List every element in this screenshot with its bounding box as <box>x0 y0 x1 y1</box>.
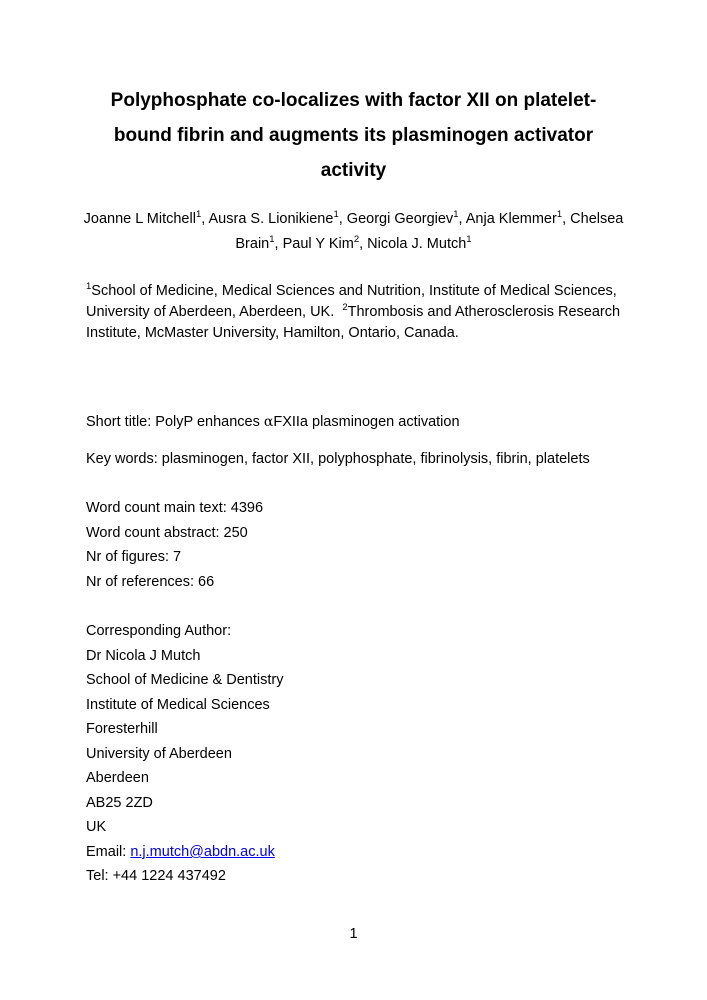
short-title <box>86 413 460 431</box>
author <box>283 236 368 252</box>
author <box>367 236 471 252</box>
author-name: Georgi Georgiev <box>346 211 454 227</box>
paper-title <box>95 83 612 188</box>
title-line-3: activity <box>320 160 387 181</box>
short-title-label: Short title: PolyP enhances <box>86 414 264 430</box>
author-name: Paul Y Kim <box>282 236 354 252</box>
address-line: Aberdeen <box>86 770 149 786</box>
address-line: Dr Nicola J Mutch <box>86 648 201 664</box>
author-affiliation-mark: 1 <box>556 209 563 221</box>
author <box>466 211 570 227</box>
title-line-2: bound fibrin and augments its plasminogen activator <box>113 125 594 146</box>
corresponding-heading: Corresponding Author: <box>86 623 232 639</box>
reference-count: Nr of references: 66 <box>86 574 215 590</box>
author-separator: , <box>274 236 283 252</box>
affiliation-text: School of Medicine, Medical Sciences and Nutrition, Institute of Medical Sciences, University of Aberdeen, Aberdeen, UK. <box>86 283 617 320</box>
author-separator: , <box>359 236 368 252</box>
key-words: Key words: plasminogen, factor XII, polyphosphate, fibrinolysis, fibrin, platelets <box>86 451 590 467</box>
author-separator: , <box>201 211 209 227</box>
author <box>84 211 209 227</box>
word-count-main: Word count main text: 4396 <box>86 500 264 516</box>
author-list <box>75 207 632 257</box>
email-label: Email: <box>86 844 131 860</box>
alpha-symbol: α <box>263 414 274 430</box>
affiliation-mark: 1 <box>86 281 92 293</box>
author-name: Ausra S. Lionikiene <box>208 211 334 227</box>
telephone-line: Tel: +44 1224 437492 <box>86 868 226 884</box>
author-affiliation-mark: 1 <box>333 209 339 221</box>
author-affiliation-mark: 2 <box>353 234 360 246</box>
author-name: Joanne L Mitchell <box>83 211 196 227</box>
address-line: AB25 2ZD <box>86 795 153 811</box>
affiliation-mark: 2 <box>342 302 348 314</box>
affiliations <box>86 281 626 344</box>
figure-count: Nr of figures: 7 <box>86 549 182 565</box>
word-count-abstract: Word count abstract: 250 <box>86 525 248 541</box>
author-separator: , <box>458 211 466 227</box>
address-line: Foresterhill <box>86 721 158 737</box>
author-name: Chelsea Brain <box>235 211 624 252</box>
author-affiliation-mark: 1 <box>466 234 472 246</box>
short-title-rest: FXIIa plasminogen activation <box>273 414 460 430</box>
author <box>347 211 466 227</box>
address-line: School of Medicine & Dentistry <box>86 672 284 688</box>
author <box>209 211 347 227</box>
author-affiliation-mark: 1 <box>453 209 459 221</box>
address-line: Institute of Medical Sciences <box>86 697 270 713</box>
author-affiliation-mark: 1 <box>195 209 202 221</box>
address-line: UK <box>86 819 107 835</box>
author-separator: , <box>338 211 347 227</box>
author-affiliation-mark: 1 <box>269 234 275 246</box>
author-name: Anja Klemmer <box>465 211 557 227</box>
author-separator: , <box>562 211 571 227</box>
address-line: University of Aberdeen <box>86 746 232 762</box>
title-line-1: Polyphosphate co-localizes with factor XII on platelet- <box>110 90 597 111</box>
email-link[interactable]: n.j.mutch@abdn.ac.uk <box>130 844 275 860</box>
email-line <box>86 843 275 861</box>
affiliation-text: Thrombosis and Atherosclerosis Research Institute, McMaster University, Hamilton, Ontario, Canada. <box>86 304 621 341</box>
page-number: 1 <box>349 926 358 942</box>
author-name: Nicola J. Mutch <box>367 236 467 252</box>
